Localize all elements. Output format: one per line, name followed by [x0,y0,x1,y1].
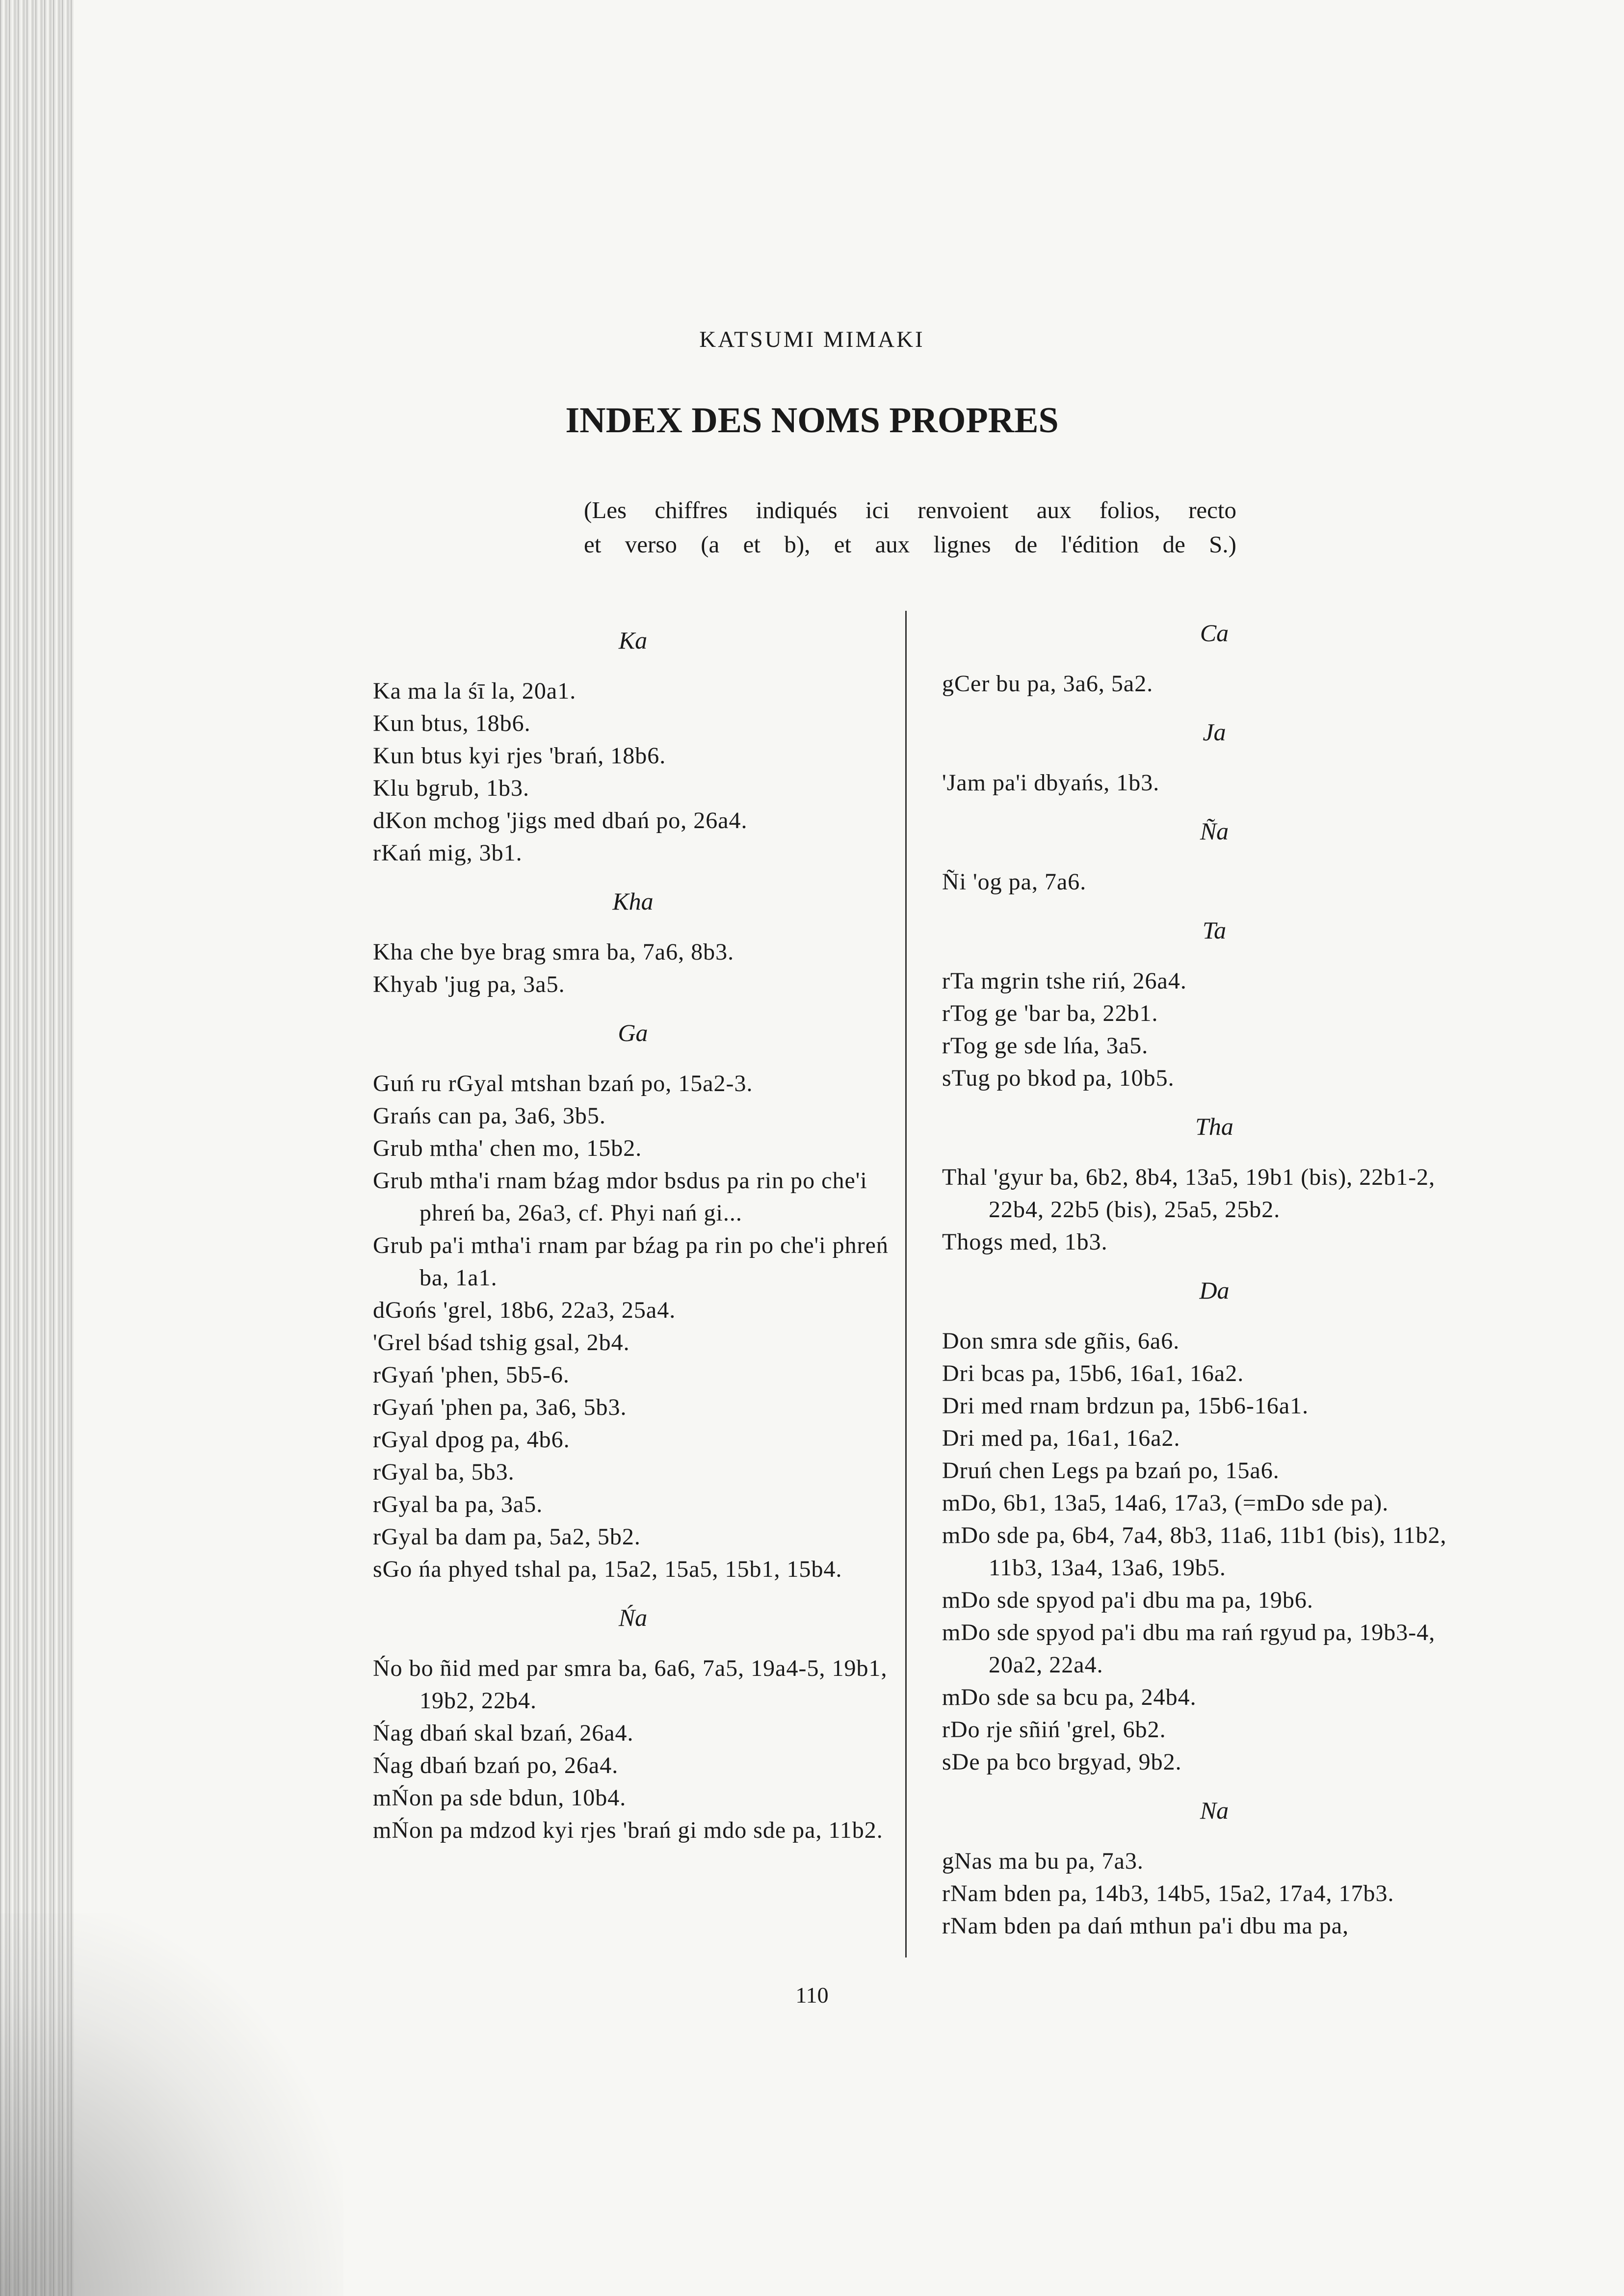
index-section [942,1793,1487,1942]
author-name: KATSUMI MIMAKI [699,327,925,352]
index-entry: 'Jam pa'i dbyańs, 1b3. [942,770,1160,796]
section-heading: Ka [618,626,648,654]
index-entry: Ka ma la śī la, 20a1. [373,678,576,704]
section-heading: Ca [1200,619,1229,647]
index-entry: mDo sde spyod pa'i dbu ma rań rgyud pa, 19b3-4, 20a2, 22a4. [942,1619,1436,1678]
index-entry: Dri bcas pa, 15b6, 16a1, 16a2. [942,1360,1244,1386]
index-entry: Thal 'gyur ba, 6b2, 8b4, 13a5, 19b1 (bis), 22b1-2, 22b4, 22b5 (bis), 25a5, 25b2. [942,1164,1436,1223]
index-entry: mDo sde sa bcu pa, 24b4. [942,1684,1197,1710]
index-section [373,884,893,1001]
index-section [942,814,1487,898]
index-entry: Kha che bye brag smra ba, 7a6, 8b3. [373,939,734,965]
index-entry: Dri med pa, 16a1, 16a2. [942,1425,1180,1451]
index-entry: rGyal ba pa, 3a5. [373,1491,543,1517]
section-heading: Kha [612,887,654,915]
index-entry: Ńag dbań skal bzań, 26a4. [373,1720,634,1746]
left-index-column [373,623,893,1861]
index-entry: gCer bu pa, 3a6, 5a2. [942,671,1153,697]
right-index-column [942,616,1487,1957]
index-entry: mDo sde pa, 6b4, 7a4, 8b3, 11a6, 11b1 (bis), 11b2, 11b3, 13a4, 13a6, 19b5. [942,1522,1447,1581]
column-divider [905,611,907,1957]
section-heading: Ta [1202,916,1227,944]
index-entry: rGyań 'phen pa, 3a6, 5b3. [373,1394,627,1420]
index-entry: rTa mgrin tshe riń, 26a4. [942,968,1187,994]
section-heading: Da [1199,1277,1230,1304]
index-section [373,623,893,869]
index-entry: Guń ru rGyal mtshan bzań po, 15a2-3. [373,1070,753,1096]
index-entry: rTog ge 'bar ba, 22b1. [942,1000,1158,1026]
index-entry: sTug po bkod pa, 10b5. [942,1065,1175,1091]
index-entry: Ńag dbań bzań po, 26a4. [373,1752,619,1778]
section-heading: Ña [1200,817,1229,845]
index-section [942,1109,1487,1258]
index-entry: gNas ma bu pa, 7a3. [942,1848,1144,1874]
index-entry: rGyal dpog pa, 4b6. [373,1427,570,1453]
index-entry: rTog ge sde lńa, 3a5. [942,1033,1149,1059]
section-heading: Ńa [618,1604,648,1631]
note-line: (Les chiffres indiqués ici renvoient aux folios, recto [584,496,1236,523]
index-entry: rDo rje sñiń 'grel, 6b2. [942,1717,1166,1743]
index-entry: mŃon pa sde bdun, 10b4. [373,1785,627,1811]
index-entry: Grańs can pa, 3a6, 3b5. [373,1103,606,1129]
index-entry: Kun btus kyi rjes 'brań, 18b6. [373,743,666,769]
index-section [942,715,1487,799]
index-entry: Dri med rnam brdzun pa, 15b6-16a1. [942,1393,1309,1419]
index-section [942,913,1487,1095]
index-entry: rNam bden pa dań mthun pa'i dbu ma pa, [942,1913,1349,1939]
index-note [584,493,1236,562]
index-entry: Kun btus, 18b6. [373,710,531,736]
index-entry: rGyal ba, 5b3. [373,1459,515,1485]
section-heading: Ja [1203,718,1226,746]
page-number: 110 [795,1983,829,2008]
index-entry: Klu bgrub, 1b3. [373,775,529,801]
index-entry: rNam bden pa, 14b3, 14b5, 15a2, 17a4, 17b3. [942,1880,1394,1906]
index-section [373,1016,893,1586]
index-entry: 'Grel bśad tshig gsal, 2b4. [373,1330,630,1356]
note-line: et verso (a et b), et aux lignes de l'édition de S.) [584,531,1236,558]
index-entry: mDo sde spyod pa'i dbu ma pa, 19b6. [942,1587,1313,1613]
index-entry: Grub mtha'i rnam bźag mdor bsdus pa rin po che'i phreń ba, 26a3, cf. Phyi nań gi... [373,1168,867,1226]
index-entry: dKon mchog 'jigs med dbań po, 26a4. [373,808,748,834]
index-section [942,1273,1487,1778]
scan-corner-shadow [0,1913,343,2296]
index-entry: Ńo bo ñid med par smra ba, 6a6, 7a5, 19a4-5, 19b1, 19b2, 22b4. [373,1655,888,1714]
index-entry: sGo ńa phyed tshal pa, 15a2, 15a5, 15b1, 15b4. [373,1556,842,1582]
index-entry: Grub pa'i mtha'i rnam par bźag pa rin po che'i phreń ba, 1a1. [373,1232,889,1291]
page-title: INDEX DES NOMS PROPRES [565,400,1059,441]
index-entry: Khyab 'jug pa, 3a5. [373,971,565,997]
index-section [942,616,1487,700]
index-entry: Thogs med, 1b3. [942,1229,1108,1255]
index-entry: rGyań 'phen, 5b5-6. [373,1362,570,1388]
index-entry: mŃon pa mdzod kyi rjes 'brań gi mdo sde pa, 11b2. [373,1817,883,1843]
index-entry: rKań mig, 3b1. [373,840,523,866]
section-heading: Ga [618,1019,648,1046]
index-entry: Grub mtha' chen mo, 15b2. [373,1135,642,1161]
index-entry: rGyal ba dam pa, 5a2, 5b2. [373,1524,641,1550]
index-entry: Druń chen Legs pa bzań po, 15a6. [942,1458,1280,1484]
section-heading: Na [1200,1797,1229,1824]
index-entry: Don smra sde gñis, 6a6. [942,1328,1180,1354]
index-entry: mDo, 6b1, 13a5, 14a6, 17a3, (=mDo sde pa). [942,1490,1389,1516]
index-section [373,1600,893,1847]
index-entry: Ñi 'og pa, 7a6. [942,869,1087,895]
section-heading: Tha [1195,1113,1233,1140]
index-entry: dGońs 'grel, 18b6, 22a3, 25a4. [373,1297,676,1323]
index-entry: sDe pa bco brgyad, 9b2. [942,1749,1182,1775]
